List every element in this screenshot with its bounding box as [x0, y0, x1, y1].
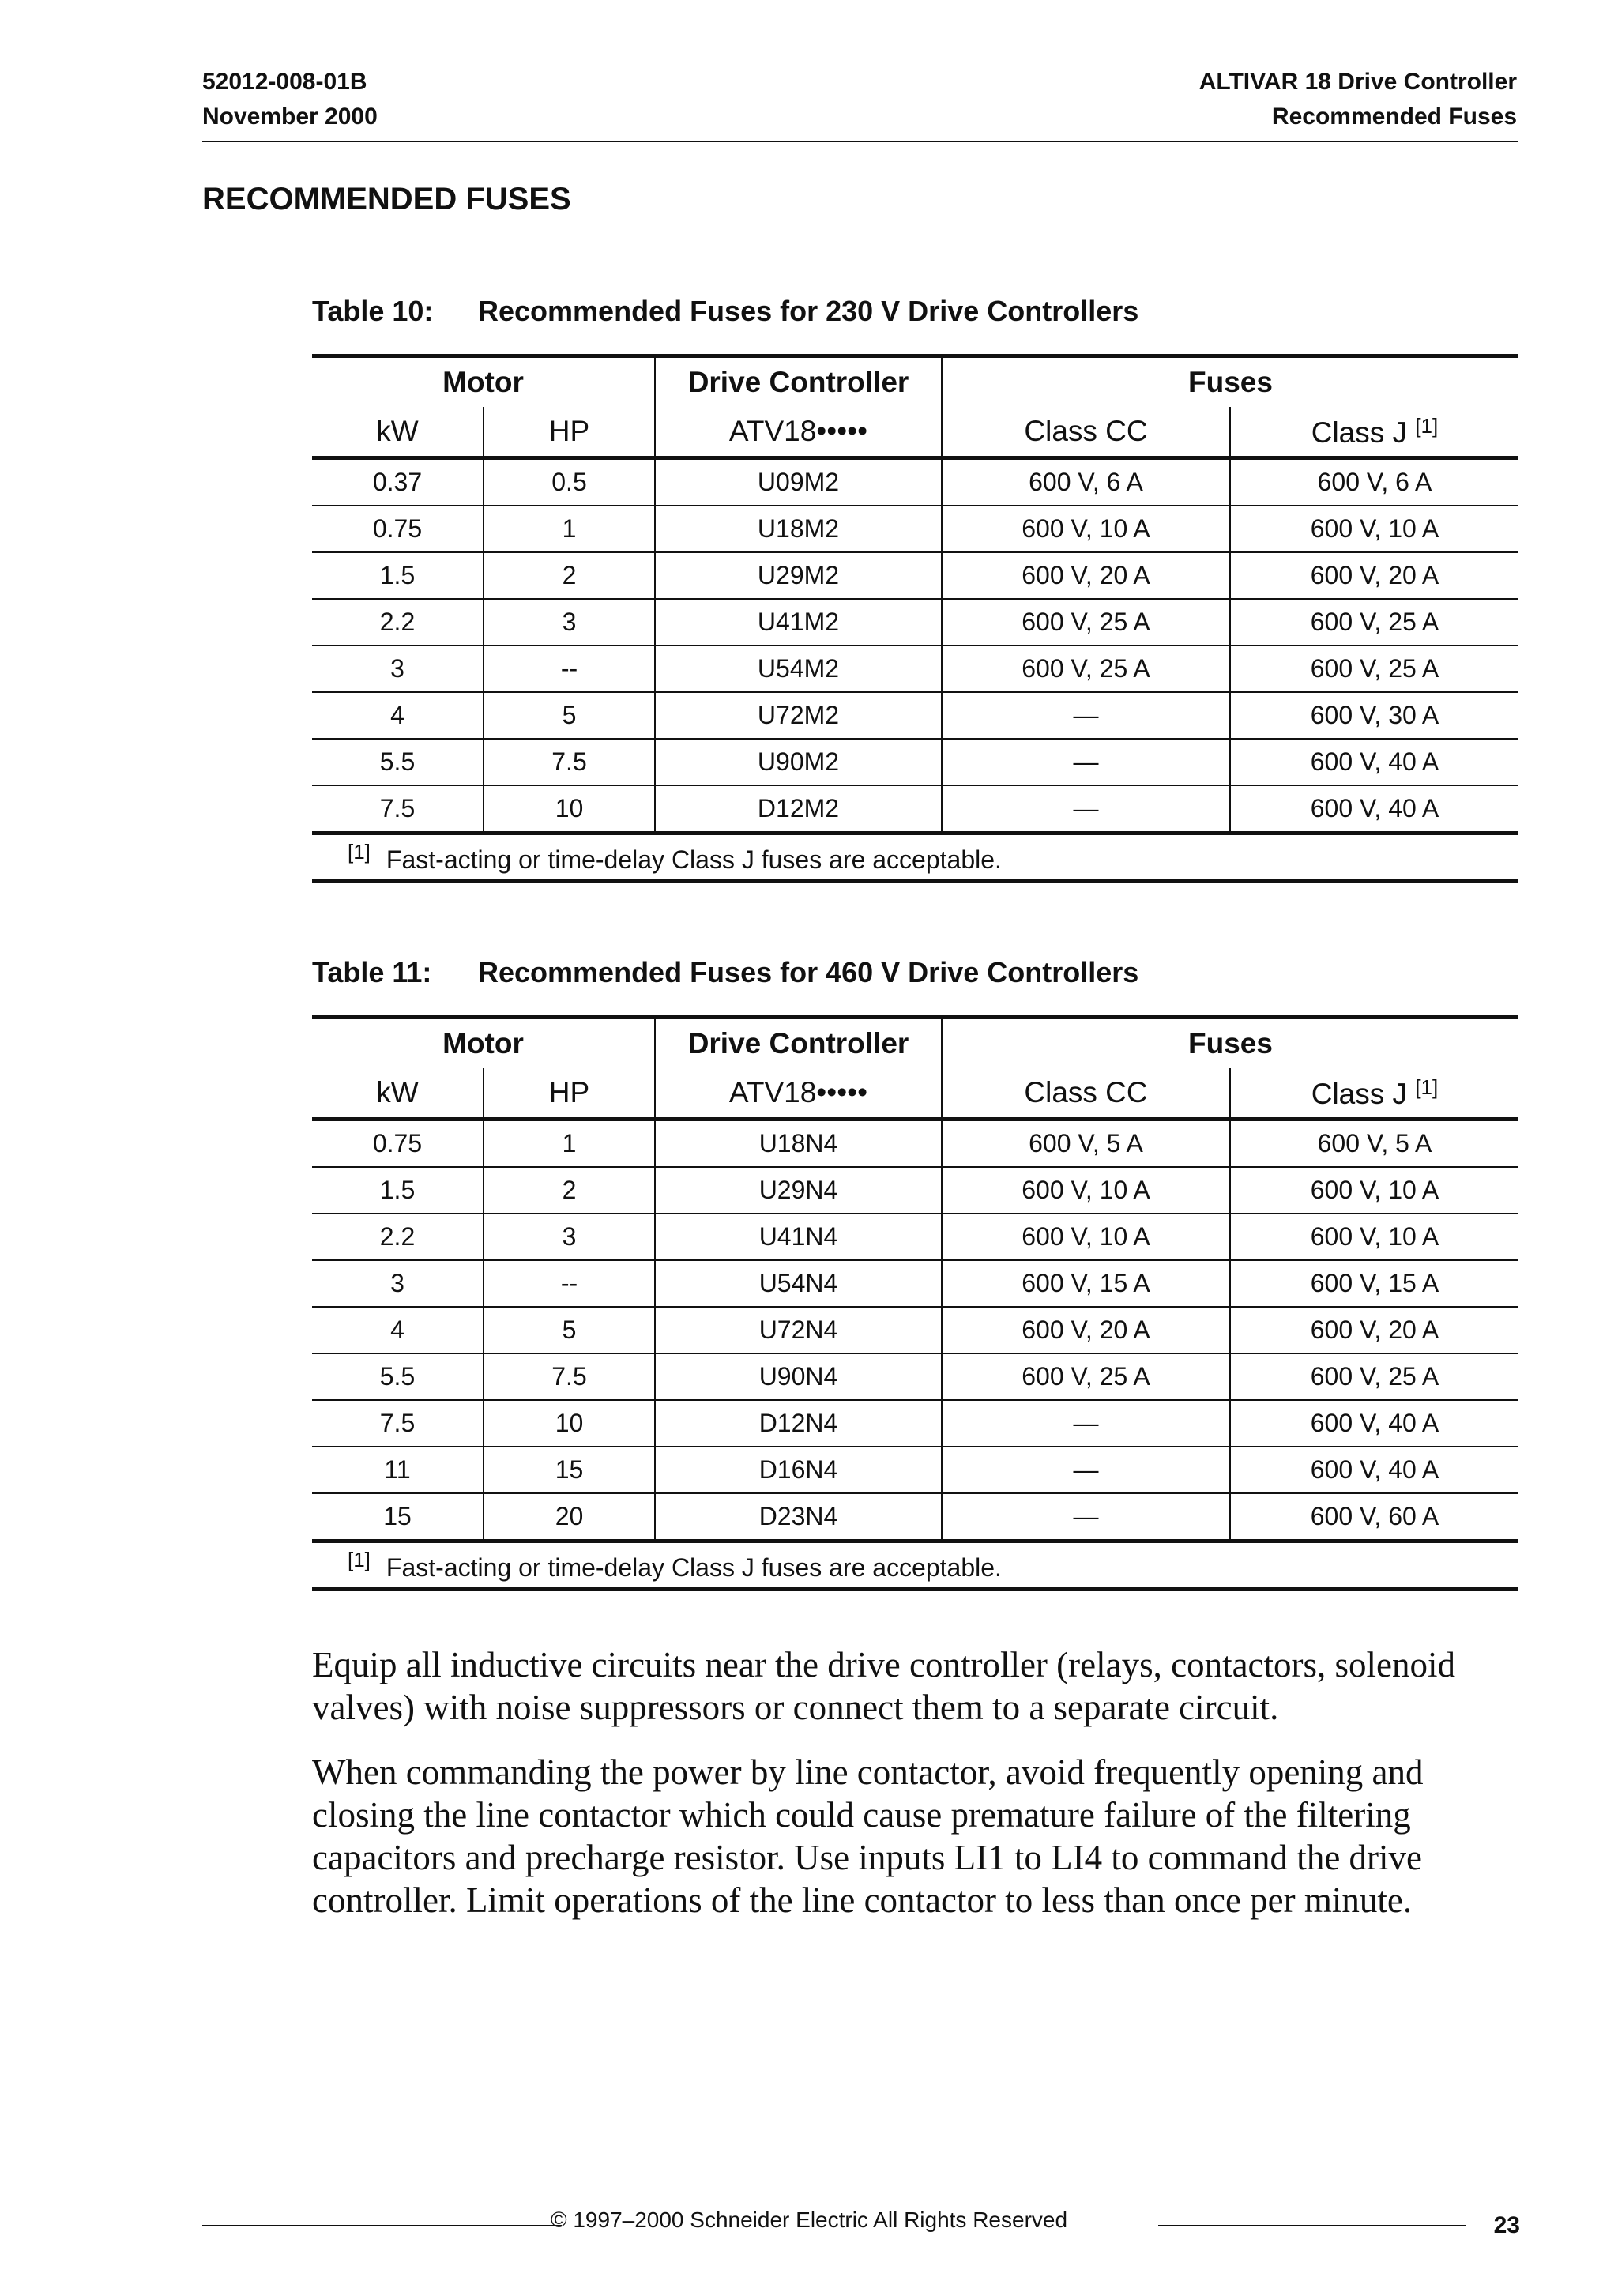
doc-date: November 2000	[202, 104, 378, 130]
body-text	[312, 1643, 1521, 1944]
table11-col-hp: HP	[484, 1068, 655, 1120]
product-name: ALTIVAR 18 Drive Controller	[1198, 69, 1517, 95]
table10-col-class-j-label: Class J	[1311, 416, 1408, 449]
table10-cell-model: U18M2	[655, 506, 942, 552]
table11-title: Recommended Fuses for 460 V Drive Controllers	[478, 956, 1139, 988]
table10-col-hp: HP	[484, 407, 655, 458]
table11-cell-kw: 7.5	[312, 1400, 484, 1447]
table10-cell-model: U29M2	[655, 552, 942, 599]
table11-cell-kw: 4	[312, 1307, 484, 1353]
table10-row	[312, 692, 1518, 739]
table11-row	[312, 1353, 1518, 1400]
section-title: RECOMMENDED FUSES	[202, 182, 571, 216]
table11-row	[312, 1400, 1518, 1447]
table10-col-class-cc: Class CC	[942, 407, 1230, 458]
table11-number: Table 11:	[312, 956, 432, 988]
table10-cell-class-j: 600 V, 6 A	[1230, 458, 1518, 506]
table10-footnote-mark: [1]	[348, 840, 371, 864]
table10-title: Recommended Fuses for 230 V Drive Controllers	[478, 295, 1139, 327]
table10-cell-kw: 2.2	[312, 599, 484, 646]
table11-cell-hp: 1	[484, 1120, 655, 1168]
table10-footnote-text: Fast-acting or time-delay Class J fuses are acceptable.	[386, 845, 1002, 874]
table11-row	[312, 1307, 1518, 1353]
table10-cell-class-j: 600 V, 40 A	[1230, 739, 1518, 785]
table10-cell-class-cc: —	[942, 785, 1230, 834]
table10-cell-kw: 7.5	[312, 785, 484, 834]
table11-cell-hp: 15	[484, 1447, 655, 1493]
table10-cell-class-cc: —	[942, 692, 1230, 739]
table11-group-motor: Motor	[312, 1018, 655, 1069]
table11-col-atv: ATV18•••••	[655, 1068, 942, 1120]
table11-col-class-j	[1230, 1068, 1518, 1120]
table10-row	[312, 506, 1518, 552]
table10-group-motor: Motor	[312, 356, 655, 408]
table10-cell-class-j: 600 V, 40 A	[1230, 785, 1518, 834]
table10-cell-class-j: 600 V, 30 A	[1230, 692, 1518, 739]
table11-cell-class-cc: 600 V, 15 A	[942, 1260, 1230, 1307]
table11-cell-kw: 2.2	[312, 1214, 484, 1260]
table11-cell-class-j: 600 V, 60 A	[1230, 1493, 1518, 1541]
table11-col-class-cc: Class CC	[942, 1068, 1230, 1120]
table11	[312, 1015, 1518, 1591]
table10-row	[312, 458, 1518, 506]
table11-cell-class-j: 600 V, 15 A	[1230, 1260, 1518, 1307]
table11-cell-model: U18N4	[655, 1120, 942, 1168]
table11-cell-class-cc: —	[942, 1493, 1230, 1541]
table11-group-drive: Drive Controller	[655, 1018, 942, 1069]
table10-number: Table 10:	[312, 295, 434, 327]
table10-cell-model: D12M2	[655, 785, 942, 834]
footer-copyright: © 1997–2000 Schneider Electric All Rights Reserved	[550, 2208, 1068, 2232]
table10-cell-model: U41M2	[655, 599, 942, 646]
table11-cell-hp: --	[484, 1260, 655, 1307]
table10-cell-kw: 1.5	[312, 552, 484, 599]
table11-cell-class-j: 600 V, 5 A	[1230, 1120, 1518, 1168]
table10-cell-class-cc: 600 V, 6 A	[942, 458, 1230, 506]
table11-cell-hp: 2	[484, 1167, 655, 1214]
table11-cell-kw: 1.5	[312, 1167, 484, 1214]
table11-row	[312, 1214, 1518, 1260]
table10-cell-kw: 5.5	[312, 739, 484, 785]
table10-cell-class-cc: 600 V, 25 A	[942, 646, 1230, 692]
table10-cell-hp: 5	[484, 692, 655, 739]
table10-cell-model: U54M2	[655, 646, 942, 692]
table11-cell-model: D12N4	[655, 1400, 942, 1447]
table11-cell-hp: 20	[484, 1493, 655, 1541]
table10-cell-kw: 3	[312, 646, 484, 692]
table10	[312, 354, 1518, 883]
header-rule	[202, 141, 1518, 142]
table11-cell-model: U72N4	[655, 1307, 942, 1353]
table10-cell-class-cc: 600 V, 25 A	[942, 599, 1230, 646]
table10-footnote	[312, 834, 1518, 882]
table10-cell-hp: 7.5	[484, 739, 655, 785]
table11-row	[312, 1167, 1518, 1214]
table10-cell-kw: 4	[312, 692, 484, 739]
table10-row	[312, 739, 1518, 785]
body-paragraph-2: When commanding the power by line contactor, avoid frequently opening and closing the line contactor which could cause premature failure of the filtering capacitors and precharge resistor. Use inputs LI1 to LI4 to command the drive controller. Limit operations of the line contactor to less than once per minute.	[312, 1752, 1424, 1920]
table11-cell-model: D23N4	[655, 1493, 942, 1541]
table11-row	[312, 1120, 1518, 1168]
table10-col-class-j-note: [1]	[1415, 413, 1439, 438]
table11-cell-kw: 5.5	[312, 1353, 484, 1400]
table11-footnote-text: Fast-acting or time-delay Class J fuses are acceptable.	[386, 1553, 1002, 1582]
table11-cell-hp: 5	[484, 1307, 655, 1353]
table10-cell-class-cc: 600 V, 20 A	[942, 552, 1230, 599]
table10-cell-kw: 0.37	[312, 458, 484, 506]
section-name: Recommended Fuses	[1271, 104, 1517, 130]
table10-row	[312, 646, 1518, 692]
table11-cell-class-j: 600 V, 25 A	[1230, 1353, 1518, 1400]
table10-cell-class-j: 600 V, 20 A	[1230, 552, 1518, 599]
table10-cell-class-cc: —	[942, 739, 1230, 785]
table11-cell-class-j: 600 V, 10 A	[1230, 1167, 1518, 1214]
table11-col-class-j-label: Class J	[1311, 1077, 1408, 1110]
table10-row	[312, 599, 1518, 646]
table10-cell-kw: 0.75	[312, 506, 484, 552]
table11-cell-hp: 7.5	[484, 1353, 655, 1400]
table11-cell-hp: 3	[484, 1214, 655, 1260]
table11-cell-model: U90N4	[655, 1353, 942, 1400]
table11-footnote-mark: [1]	[348, 1548, 371, 1571]
table10-cell-hp: 2	[484, 552, 655, 599]
table10-cell-hp: 0.5	[484, 458, 655, 506]
table10-cell-hp: --	[484, 646, 655, 692]
doc-number: 52012-008-01B	[202, 69, 367, 95]
table11-cell-kw: 0.75	[312, 1120, 484, 1168]
table11-cell-class-j: 600 V, 40 A	[1230, 1400, 1518, 1447]
table11-cell-class-j: 600 V, 20 A	[1230, 1307, 1518, 1353]
table11-row	[312, 1447, 1518, 1493]
table11-cell-kw: 3	[312, 1260, 484, 1307]
table10-cell-model: U90M2	[655, 739, 942, 785]
table11-cell-hp: 10	[484, 1400, 655, 1447]
table10-cell-class-cc: 600 V, 10 A	[942, 506, 1230, 552]
table10-group-fuses: Fuses	[942, 356, 1518, 408]
table11-cell-class-cc: —	[942, 1447, 1230, 1493]
table11-cell-class-cc: —	[942, 1400, 1230, 1447]
table11-cell-model: U41N4	[655, 1214, 942, 1260]
header-right	[1199, 65, 1517, 134]
header-left	[202, 65, 378, 134]
table10-col-kw: kW	[312, 407, 484, 458]
table11-cell-model: U29N4	[655, 1167, 942, 1214]
table10-row	[312, 785, 1518, 834]
table11-footnote	[312, 1541, 1518, 1590]
table10-cell-model: U72M2	[655, 692, 942, 739]
table11-cell-model: U54N4	[655, 1260, 942, 1307]
table11-cell-class-cc: 600 V, 25 A	[942, 1353, 1230, 1400]
table10-cell-class-j: 600 V, 10 A	[1230, 506, 1518, 552]
table10-cell-class-j: 600 V, 25 A	[1230, 599, 1518, 646]
table11-col-kw: kW	[312, 1068, 484, 1120]
table11-group-fuses: Fuses	[942, 1018, 1518, 1069]
table11-cell-kw: 11	[312, 1447, 484, 1493]
table11-cell-class-j: 600 V, 40 A	[1230, 1447, 1518, 1493]
table11-cell-kw: 15	[312, 1493, 484, 1541]
table11-cell-class-j: 600 V, 10 A	[1230, 1214, 1518, 1260]
body-paragraph-1: Equip all inductive circuits near the drive controller (relays, contactors, solenoid valves) with noise suppressors or connect them to a separate circuit.	[312, 1645, 1456, 1727]
table10-col-atv: ATV18•••••	[655, 407, 942, 458]
table11-col-class-j-note: [1]	[1415, 1075, 1439, 1099]
table10-col-class-j	[1230, 407, 1518, 458]
table11-row	[312, 1493, 1518, 1541]
table11-row	[312, 1260, 1518, 1307]
page-number: 23	[1493, 2212, 1520, 2238]
table10-cell-model: U09M2	[655, 458, 942, 506]
table10-group-drive: Drive Controller	[655, 356, 942, 408]
table10-cell-class-j: 600 V, 25 A	[1230, 646, 1518, 692]
table11-cell-class-cc: 600 V, 10 A	[942, 1167, 1230, 1214]
table10-cell-hp: 10	[484, 785, 655, 834]
table10-caption	[312, 295, 1138, 328]
table11-cell-class-cc: 600 V, 5 A	[942, 1120, 1230, 1168]
table11-cell-class-cc: 600 V, 10 A	[942, 1214, 1230, 1260]
table11-cell-class-cc: 600 V, 20 A	[942, 1307, 1230, 1353]
table11-cell-model: D16N4	[655, 1447, 942, 1493]
table10-cell-hp: 1	[484, 506, 655, 552]
table10-row	[312, 552, 1518, 599]
table11-caption	[312, 956, 1138, 989]
table10-cell-hp: 3	[484, 599, 655, 646]
